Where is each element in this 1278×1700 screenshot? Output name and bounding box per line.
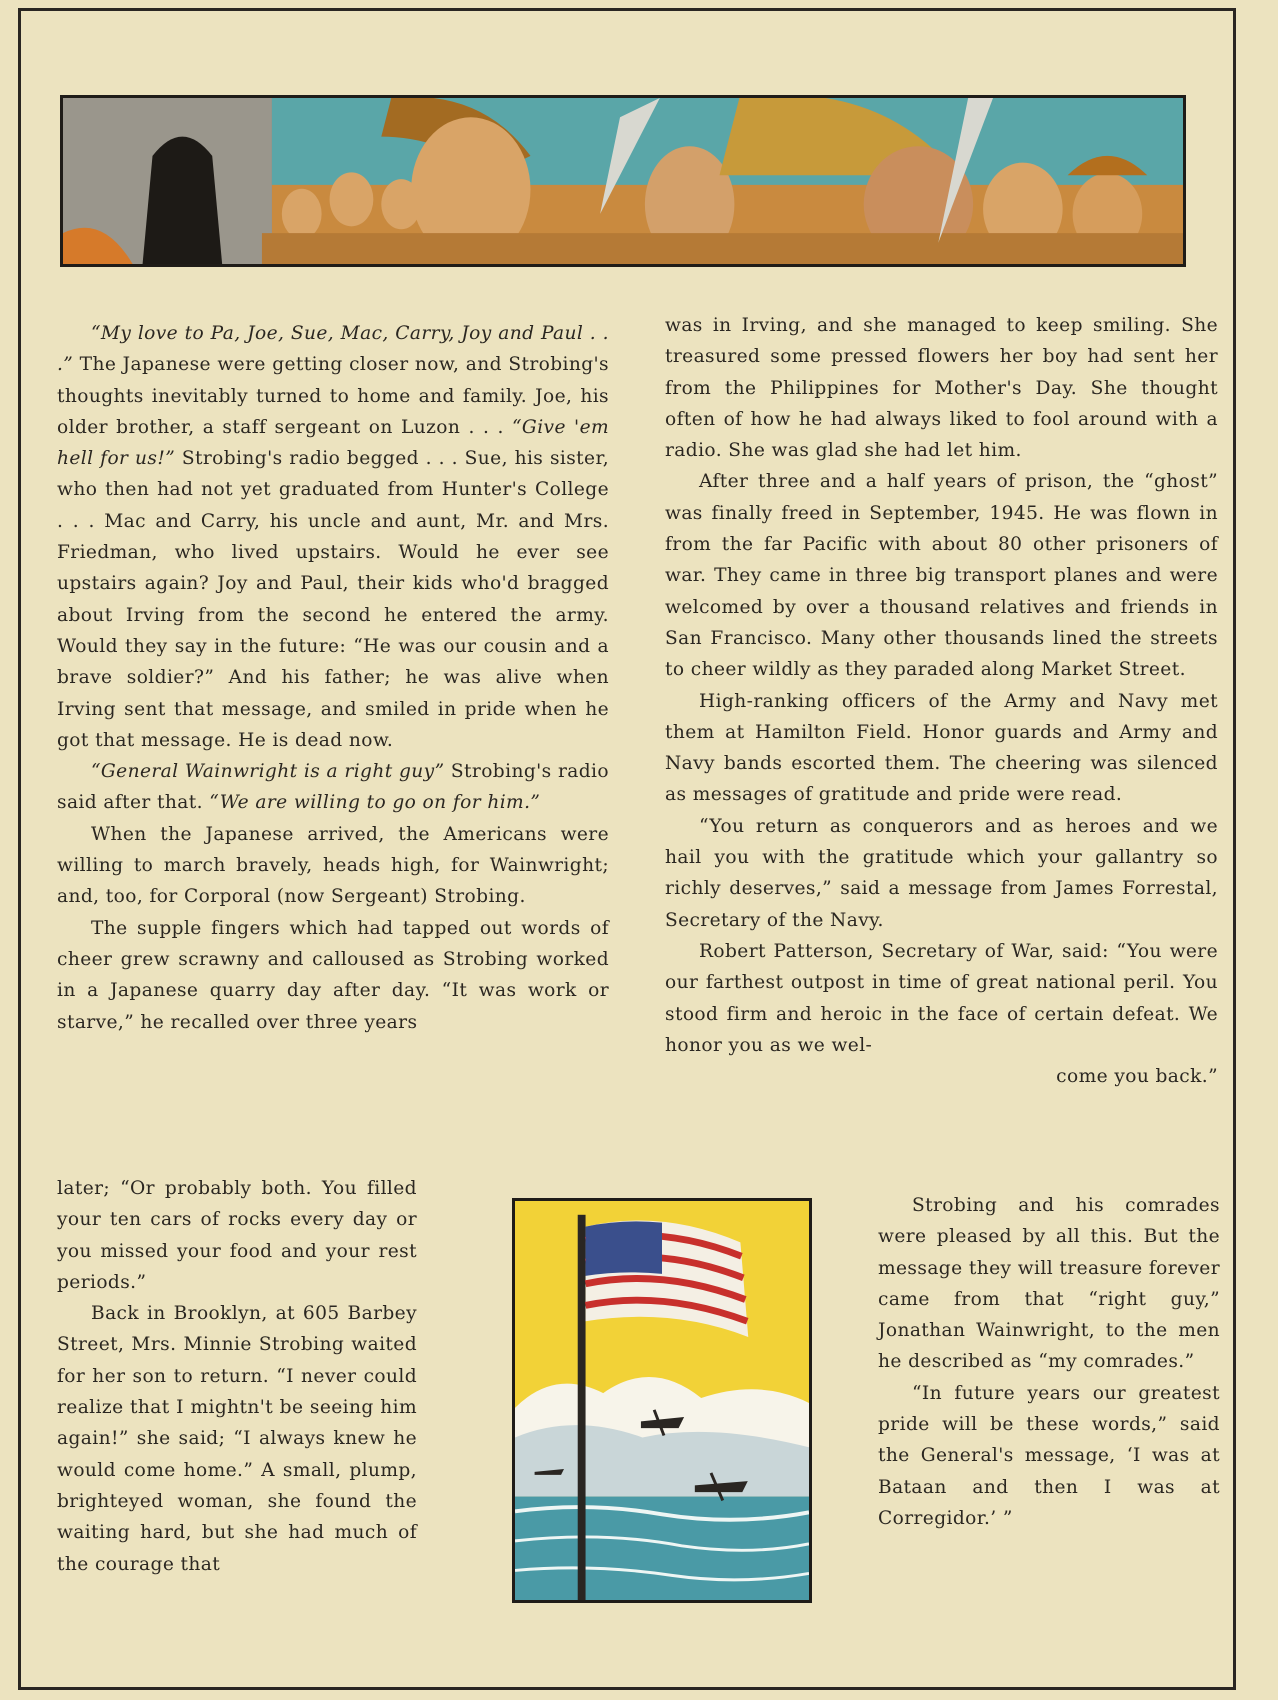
paragraph: come you back.”	[1056, 1066, 1218, 1088]
paragraph	[57, 318, 609, 756]
paragraph: “In future years our greatest pride will be these words,” said the General's message, ‘I was at Bataan and then I was at Corregidor.’ ”	[878, 1382, 1220, 1529]
paragraph: When the Japanese arrived, the Americans were willing to march bravely, heads high, for Wainwright; and, too, for Corporal (now Sergeant) Strobing.	[57, 823, 609, 908]
paragraph: later; “Or probably both. You filled your ten cars of rocks every day or you missed your food and your rest periods.”	[57, 1178, 417, 1293]
illustration-american-flag	[512, 1198, 812, 1603]
paragraph-text: The Japanese were getting closer now, and Strobing's thoughts inevitably turned to home and family. Joe, his older brother, a staff sergeant on Luzon . . .	[57, 354, 609, 438]
paragraph: was in Irving, and she managed to keep smiling. She treasured some pressed flowers her boy had sent her from the Philippines for Mother's Day. She thought often of how he had always liked to fool around with a radio. She was glad she had let him.	[665, 315, 1218, 462]
article-column-right-bottom	[878, 1190, 1220, 1534]
paragraph: “You return as conquerors and as heroes and we hail you with the gratitude which your gallantry so richly deserves,” said a message from James Forrestal, Secretary of the Navy.	[665, 815, 1218, 931]
paragraph: High-ranking officers of the Army and Navy met them at Hamilton Field. Honor guards and Army and Navy bands escorted them. The cheering was silenced as messages of gratitude and pride were read.	[665, 690, 1218, 806]
illustration-soldiers-banner	[60, 95, 1186, 267]
paragraph	[57, 756, 609, 819]
paragraph: Robert Patterson, Secretary of War, said: “You were our farthest outpost in time of great national peril. You stood firm and heroic in the face of certain defeat. We honor you as we wel-	[665, 940, 1218, 1056]
paragraph: Strobing and his comrades were pleased by all this. But the message they will treasure forever came from that “right guy,” Jonathan Wainwright, to the men he described as “my comrades.”	[878, 1195, 1220, 1373]
paragraph: Back in Brooklyn, at 605 Barbey Street, Mrs. Minnie Strobing waited for her son to return. “I never could realize that I mightn't be seeing him again!” she said; “I always knew he would come home.” A small, plump, brighteyed woman, she found the waiting hard, but she had much of the courage that	[57, 1303, 417, 1575]
paragraph-text: Strobing's radio said after that.	[57, 761, 609, 814]
paragraph-text: Strobing's radio begged . . . Sue, his sister, who then had not yet graduated from Hunter's College . . . Mac and Carry, his uncle and aunt, Mr. and Mrs. Friedman, who lived upstairs. Would he ever see upstairs again? Joy and Paul, their kids who'd bragged about Irving from the second he entered the army. Would they say in the future: “He was our cousin and a brave soldier?” And his father; he was alive when Irving sent that message, and smiled in pride when he got that message. He is dead now.	[57, 448, 610, 751]
radio-quote: “We are willing to go on for him.”	[209, 792, 541, 814]
paragraph: The supple fingers which had tapped out words of cheer grew scrawny and calloused as Strobing worked in a Japanese quarry day after day. “It was work or starve,” he recalled over three years	[57, 917, 609, 1033]
article-column-right-top	[665, 310, 1218, 1092]
radio-quote: “Give 'em hell for us!”	[57, 416, 609, 470]
article-column-left-bottom	[57, 1173, 417, 1580]
paragraph: After three and a half years of prison, the “ghost” was finally freed in September, 1945. He was flown in from the far Pacific with about 80 other prisoners of war. They came in three big transport planes and were welcomed by over a thousand relatives and friends in San Francisco. Many other thousands lined the streets to cheer wildly as they paraded along Market Street.	[665, 471, 1218, 681]
radio-quote: “My love to Pa, Joe, Sue, Mac, Carry, Joy and Paul . . .”	[57, 323, 609, 376]
article-column-left-top	[57, 318, 609, 1038]
radio-quote: “General Wainwright is a right guy”	[91, 761, 445, 783]
